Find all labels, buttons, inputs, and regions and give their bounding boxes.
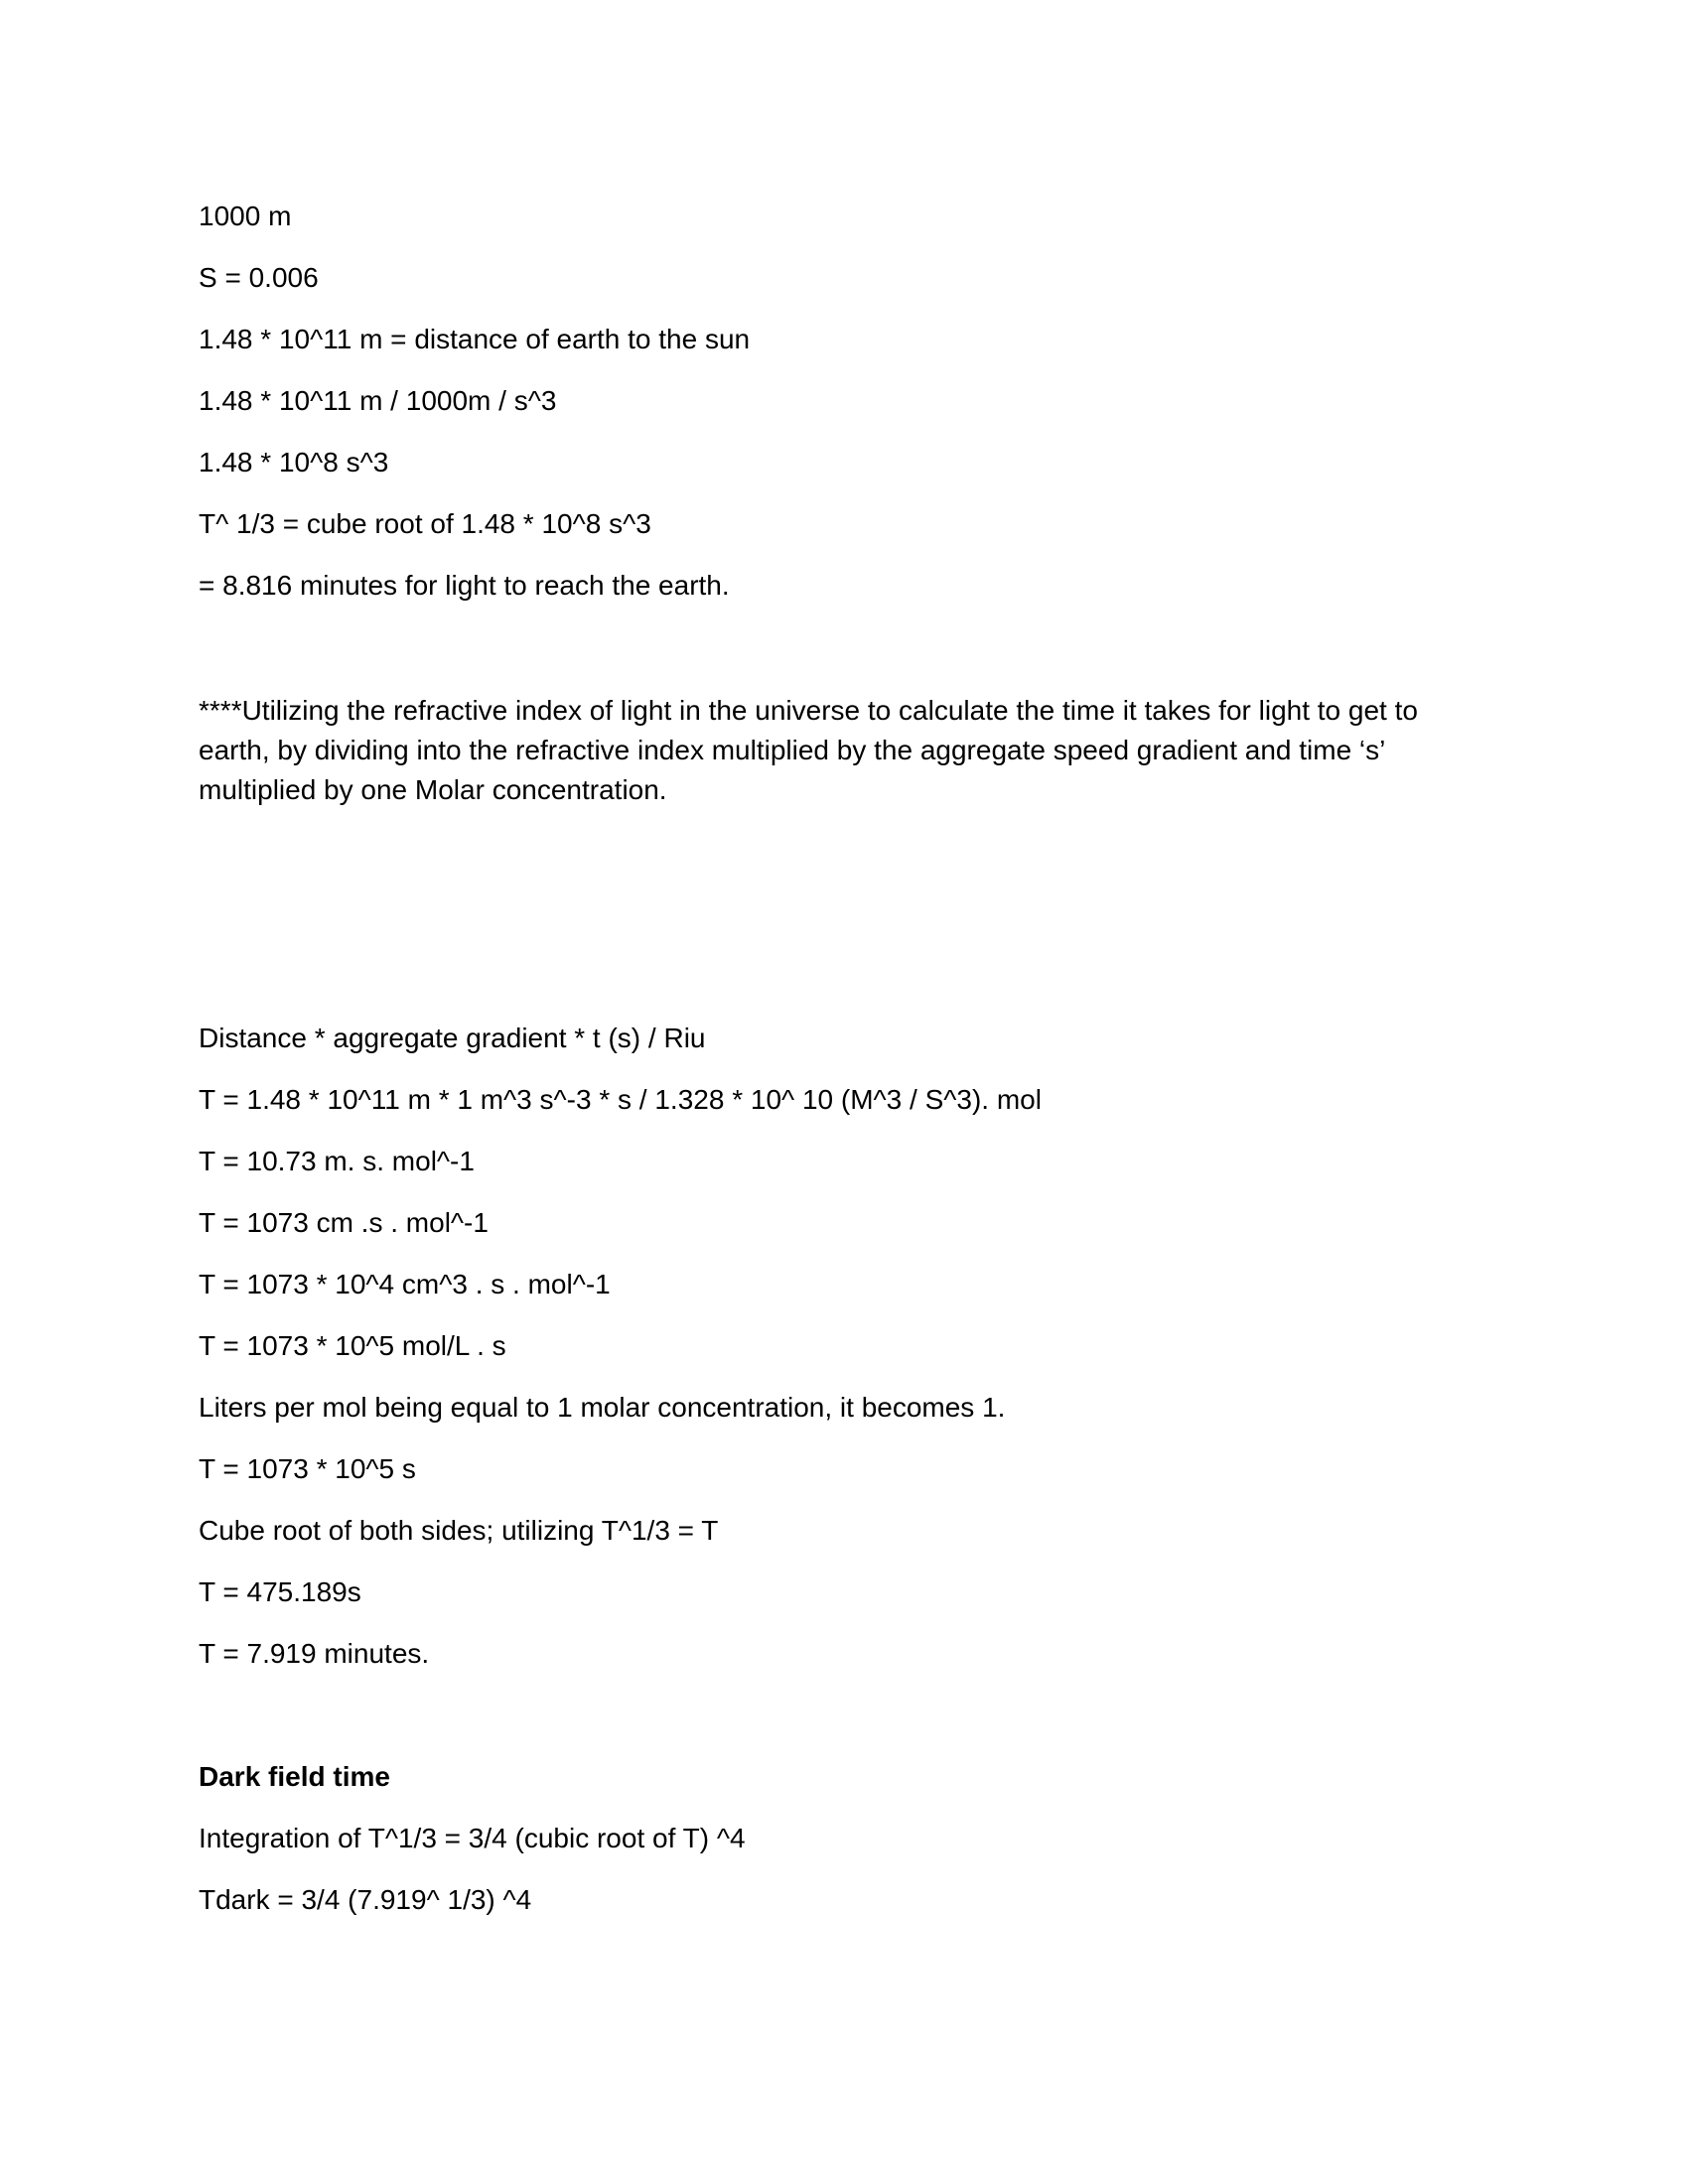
text-line: T = 10.73 m. s. mol^-1 (199, 1146, 475, 1176)
text-line: T = 1073 * 10^5 mol/L . s (199, 1330, 506, 1361)
text-line: T = 7.919 minutes. (199, 1638, 430, 1669)
text-line: T = 1073 * 10^4 cm^3 . s . mol^-1 (199, 1269, 611, 1299)
text-line: S = 0.006 (199, 262, 319, 293)
text-line: Distance * aggregate gradient * t (s) / Riu (199, 1023, 706, 1053)
text-line: Cube root of both sides; utilizing T^1/3 = T (199, 1515, 719, 1546)
text-line: 1.48 * 10^8 s^3 (199, 447, 389, 478)
text-line: T = 1073 * 10^5 s (199, 1453, 416, 1484)
note-paragraph: ****Utilizing the refractive index of light in the universe to calculate the time it takes for light to get to earth, by dividing into the refractive index multiplied by the aggregate speed gradient and time ‘s’ multiplied by one Molar concentration. (199, 695, 1418, 805)
text-line: = 8.816 minutes for light to reach the earth. (199, 570, 730, 601)
text-line: 1000 m (199, 201, 292, 231)
text-line: Tdark = 3/4 (7.919^ 1/3) ^4 (199, 1884, 532, 1915)
text-line: Integration of T^1/3 = 3/4 (cubic root of T) ^4 (199, 1823, 746, 1853)
text-line: T^ 1/3 = cube root of 1.48 * 10^8 s^3 (199, 508, 651, 539)
text-line: 1.48 * 10^11 m / 1000m / s^3 (199, 385, 557, 416)
text-line: T = 1.48 * 10^11 m * 1 m^3 s^-3 * s / 1.328 * 10^ 10 (M^3 / S^3). mol (199, 1084, 1042, 1115)
text-line: T = 475.189s (199, 1576, 361, 1607)
text-line: 1.48 * 10^11 m = distance of earth to the sun (199, 324, 751, 354)
text-line: Liters per mol being equal to 1 molar concentration, it becomes 1. (199, 1392, 1006, 1423)
text-line: T = 1073 cm .s . mol^-1 (199, 1207, 489, 1238)
section-heading: Dark field time (199, 1761, 390, 1792)
